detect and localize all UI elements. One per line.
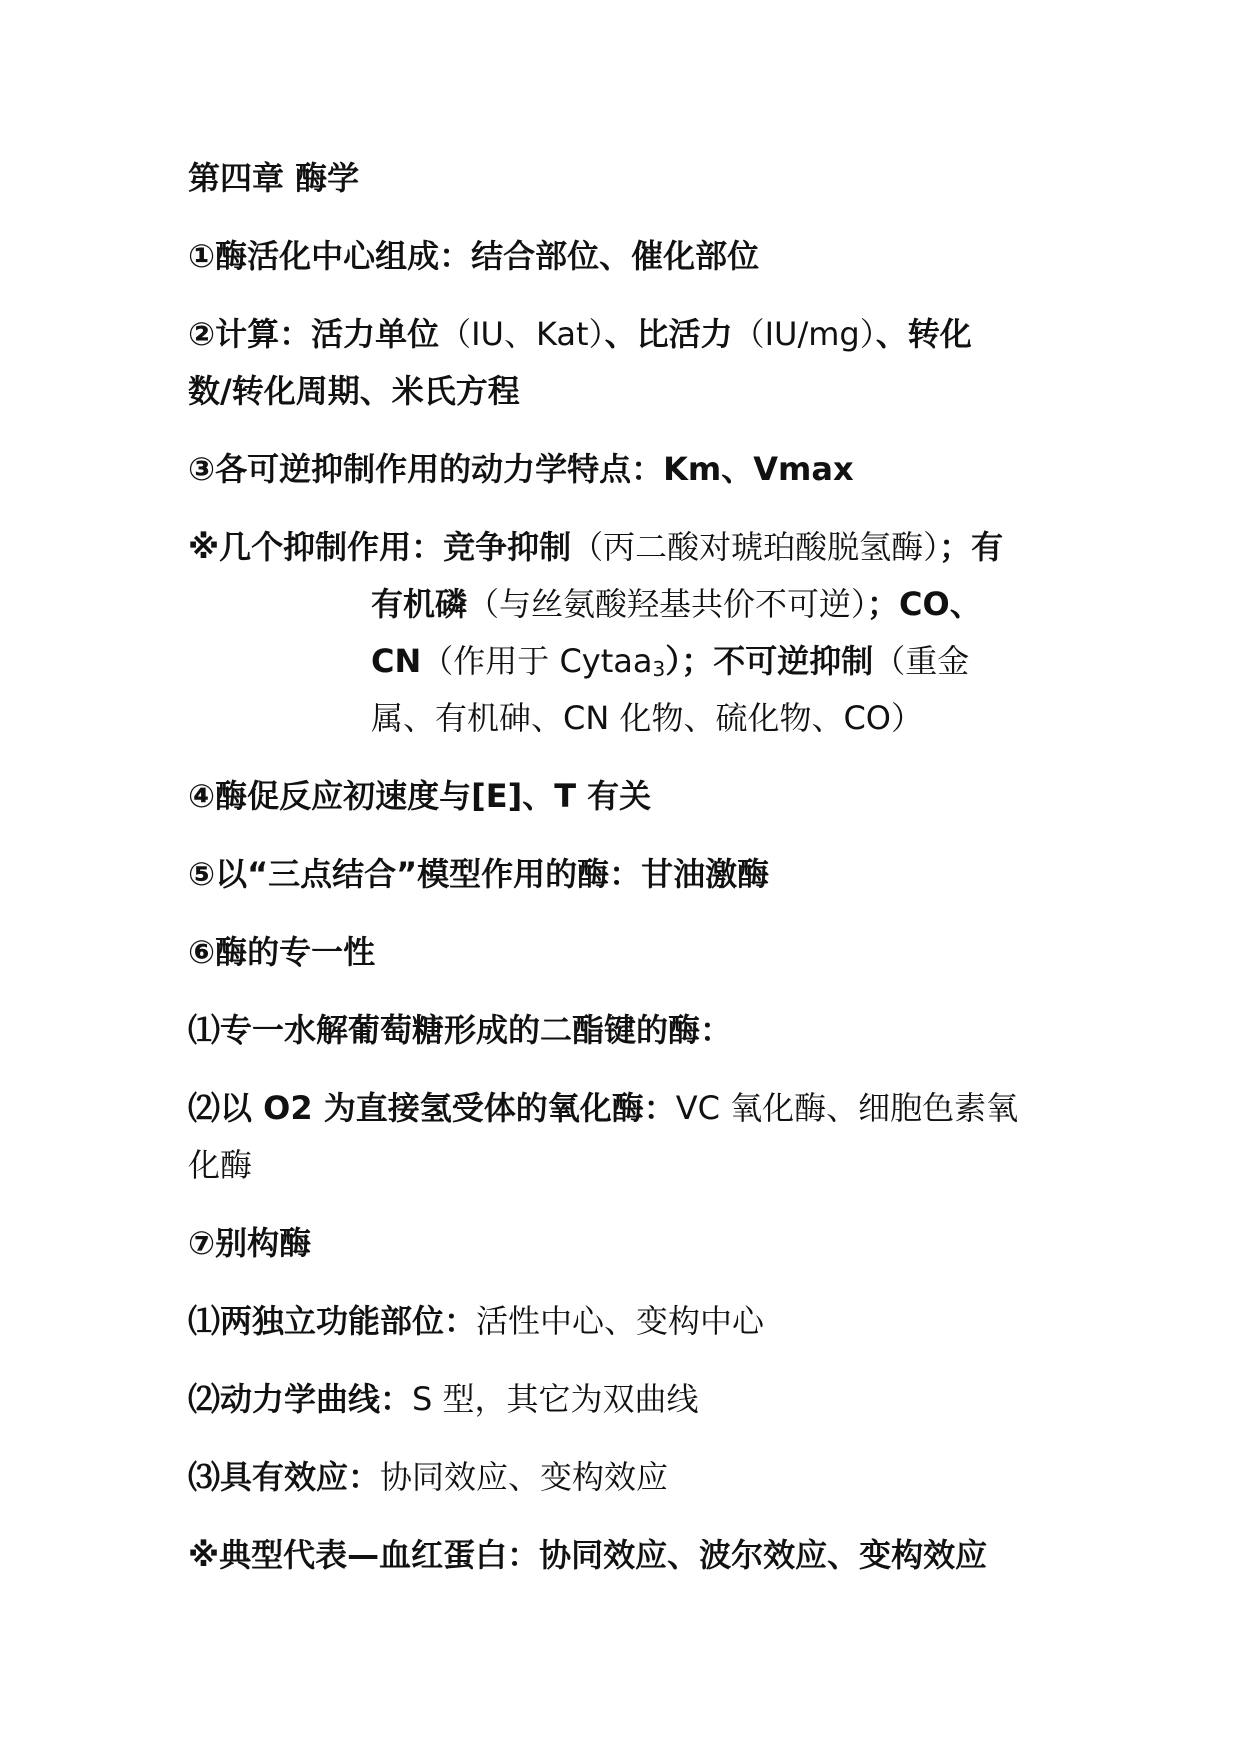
item-1: ①酶活化中心组成：结合部位、催化部位 <box>188 237 760 275</box>
item-7-2: ⑵动力学曲线：S 型，其它为双曲线 <box>188 1380 699 1418</box>
item-6-1: ⑴专一水解葡萄糖形成的二酯键的酶： <box>188 1011 733 1049</box>
item-4: ④酶促反应初速度与[E]、T 有关 <box>188 777 652 815</box>
item-3: ③各可逆抑制作用的动力学特点：Km、Vmax <box>188 450 854 488</box>
item-6-2: ⑵以 O2 为直接氢受体的氧化酶：VC 氧化酶、细胞色素氧 化酶 <box>188 1089 1019 1184</box>
note-inhibition: ※几个抑制作用：竞争抑制（丙二酸对琥珀酸脱氢酶）；有 有机磷（与丝氨酸羟基共价不可逆）；CO、 CN（作用于 Cytaa$_3$）；不可逆抑制（重金 属、有机砷、CN 化物、硫化物、CO） <box>188 528 1004 737</box>
chapter-title: 第四章 酶学 <box>188 159 360 197</box>
item-7: ⑦别构酶 <box>188 1224 312 1262</box>
item-6: ⑥酶的专一性 <box>188 933 376 971</box>
item-5: ⑤以“三点结合”模型作用的酶：甘油激酶 <box>188 855 770 893</box>
document-content <box>188 150 1058 1584</box>
note-hemoglobin: ※典型代表—血红蛋白：协同效应、波尔效应、变构效应 <box>188 1536 988 1574</box>
item-7-1: ⑴两独立功能部位：活性中心、变构中心 <box>188 1302 765 1340</box>
item-2: ②计算：活力单位（IU、Kat）、比活力（IU/mg）、转化 数/转化周期、米氏方程 <box>188 315 972 410</box>
item-7-3: ⑶具有效应：协同效应、变构效应 <box>188 1458 669 1496</box>
